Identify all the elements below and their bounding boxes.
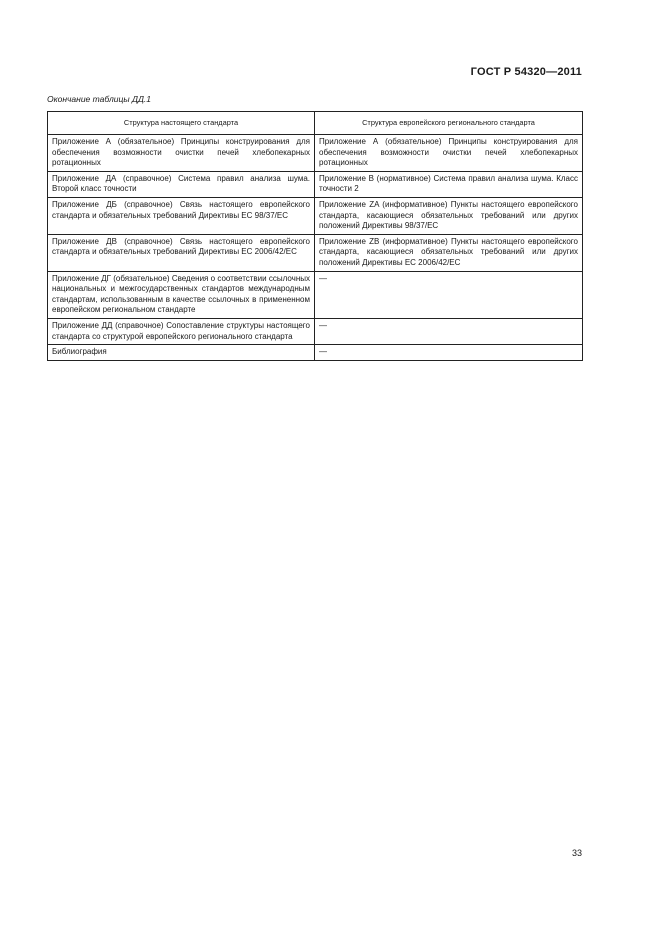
table-row — [48, 345, 583, 361]
table-row — [48, 234, 583, 271]
cell-national: Приложение ДВ (справочное) Связь настоящего европейского стандарта и обязательных требований Директивы ЕС 2006/42/ЕС — [48, 234, 315, 271]
table-row — [48, 197, 583, 234]
table-header-row — [48, 112, 583, 135]
cell-european: Приложение ZB (информативное) Пункты настоящего европейского стандарта, касающиеся обязательных требований или других положений Директивы ЕС 2006/42/ЕС — [315, 234, 583, 271]
table-row — [48, 171, 583, 197]
cell-national: Приложение ДА (справочное) Система правил анализа шума. Второй класс точности — [48, 171, 315, 197]
table-caption: Окончание таблицы ДД.1 — [47, 94, 152, 104]
table-row — [48, 318, 583, 344]
cell-european: Приложение А (обязательное) Принципы конструирования для обеспечения возможности очистки печей хлебопекарных ротационных — [315, 135, 583, 172]
cell-european: — — [315, 345, 583, 361]
page-number: 33 — [571, 848, 582, 858]
cell-european: Приложение В (нормативное) Система правил анализа шума. Класс точности 2 — [315, 171, 583, 197]
column-header-european: Структура европейского регионального стандарта — [315, 112, 583, 135]
cell-national: Приложение ДГ (обязательное) Сведения о соответствии ссылочных национальных и межгосударственных стандартов международным стандартам, использованным в качестве ссылочных в примененном европейском региональном стандарте — [48, 271, 315, 318]
cell-national: Приложение А (обязательное) Принципы конструирования для обеспечения возможности очистки печей хлебопекарных ротационных — [48, 135, 315, 172]
cell-national: Библиография — [48, 345, 315, 361]
cell-national: Приложение ДД (справочное) Сопоставление структуры настоящего стандарта со структурой европейского регионального стандарта — [48, 318, 315, 344]
table-row — [48, 135, 583, 172]
document-code: ГОСТ Р 54320—2011 — [470, 66, 582, 78]
column-header-national: Структура настоящего стандарта — [48, 112, 315, 135]
cell-european: Приложение ZA (информативное) Пункты настоящего европейского стандарта, касающиеся обязательных требований или других положений Директивы 98/37/ЕС — [315, 197, 583, 234]
table-row — [48, 271, 583, 318]
structure-comparison-table — [47, 111, 583, 361]
cell-european: — — [315, 318, 583, 344]
cell-national: Приложение ДБ (справочное) Связь настоящего европейского стандарта и обязательных требований Директивы ЕС 98/37/ЕС — [48, 197, 315, 234]
cell-european: — — [315, 271, 583, 318]
